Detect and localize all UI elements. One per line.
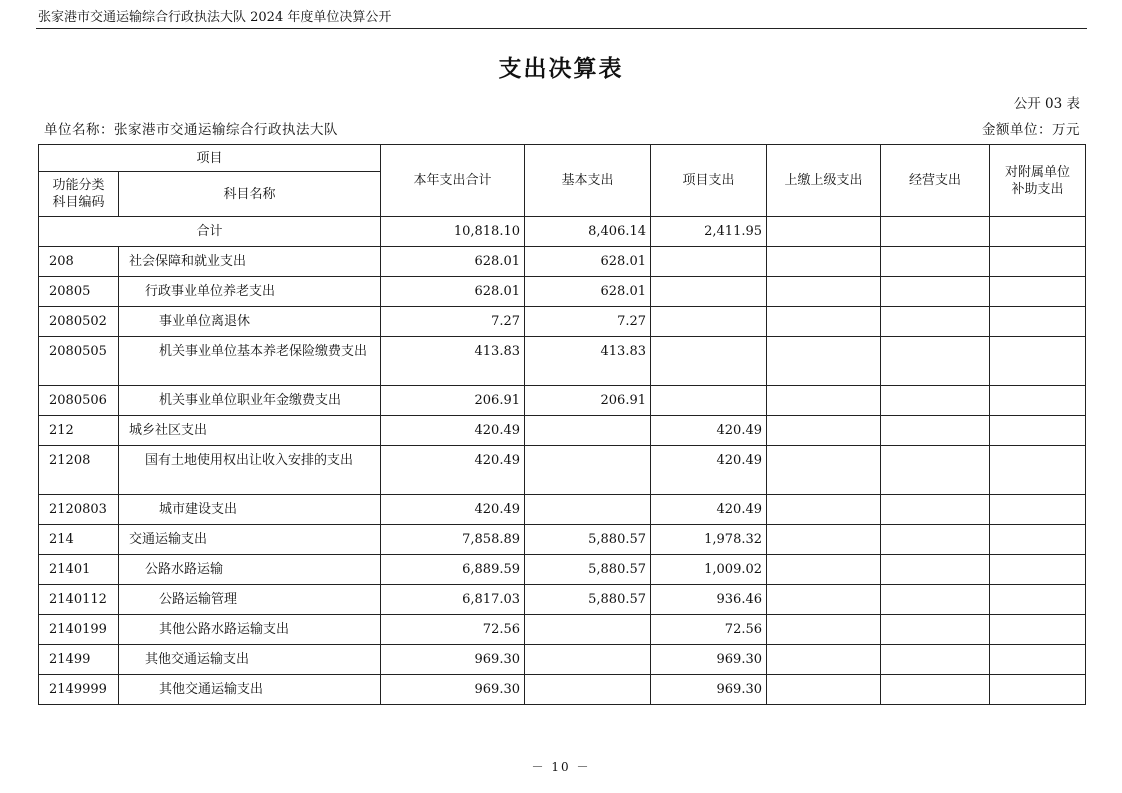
row-upper xyxy=(767,307,881,337)
row-name: 行政事业单位养老支出 xyxy=(119,277,381,307)
row-upper xyxy=(767,675,881,705)
row-basic: 5,880.57 xyxy=(525,555,651,585)
row-name: 事业单位离退休 xyxy=(119,307,381,337)
total-business xyxy=(881,217,990,247)
row-subsidy xyxy=(990,307,1086,337)
row-business xyxy=(881,525,990,555)
row-total: 628.01 xyxy=(381,277,525,307)
row-total: 420.49 xyxy=(381,446,525,495)
table-row xyxy=(39,585,1086,615)
total-project: 2,411.95 xyxy=(651,217,767,247)
row-total: 628.01 xyxy=(381,247,525,277)
row-upper xyxy=(767,615,881,645)
row-upper xyxy=(767,525,881,555)
row-project: 1,009.02 xyxy=(651,555,767,585)
row-name: 公路水路运输 xyxy=(119,555,381,585)
row-basic: 5,880.57 xyxy=(525,585,651,615)
row-project: 969.30 xyxy=(651,675,767,705)
amount-unit: 金额单位：万元 xyxy=(982,122,1080,138)
row-basic xyxy=(525,645,651,675)
row-project: 420.49 xyxy=(651,495,767,525)
row-code: 21499 xyxy=(39,645,119,675)
row-basic: 628.01 xyxy=(525,277,651,307)
row-subsidy xyxy=(990,386,1086,416)
row-upper xyxy=(767,585,881,615)
row-total: 7,858.89 xyxy=(381,525,525,555)
table-row xyxy=(39,615,1086,645)
row-code: 2149999 xyxy=(39,675,119,705)
row-upper xyxy=(767,277,881,307)
row-upper xyxy=(767,645,881,675)
table-row xyxy=(39,675,1086,705)
header-item: 项目 xyxy=(39,145,381,172)
row-basic: 5,880.57 xyxy=(525,525,651,555)
row-subsidy xyxy=(990,495,1086,525)
row-name: 社会保障和就业支出 xyxy=(119,247,381,277)
row-business xyxy=(881,307,990,337)
header-project: 项目支出 xyxy=(651,145,767,217)
row-subsidy xyxy=(990,585,1086,615)
unit-name: 单位名称：张家港市交通运输综合行政执法大队 xyxy=(44,122,338,138)
row-code: 214 xyxy=(39,525,119,555)
row-code: 2080506 xyxy=(39,386,119,416)
header-basic: 基本支出 xyxy=(525,145,651,217)
row-project xyxy=(651,247,767,277)
row-basic xyxy=(525,416,651,446)
row-code: 21401 xyxy=(39,555,119,585)
table-row xyxy=(39,495,1086,525)
row-total: 413.83 xyxy=(381,337,525,386)
row-project: 420.49 xyxy=(651,446,767,495)
row-business xyxy=(881,675,990,705)
row-total: 6,817.03 xyxy=(381,585,525,615)
row-business xyxy=(881,386,990,416)
running-header: 张家港市交通运输综合行政执法大队 2024 年度单位决算公开 xyxy=(38,10,392,25)
row-total: 969.30 xyxy=(381,645,525,675)
row-basic: 628.01 xyxy=(525,247,651,277)
row-business xyxy=(881,645,990,675)
total-basic: 8,406.14 xyxy=(525,217,651,247)
total-upper xyxy=(767,217,881,247)
expenditure-table xyxy=(38,144,1086,705)
row-code: 20805 xyxy=(39,277,119,307)
row-total: 420.49 xyxy=(381,416,525,446)
row-project: 936.46 xyxy=(651,585,767,615)
row-name: 其他公路水路运输支出 xyxy=(119,615,381,645)
row-basic: 413.83 xyxy=(525,337,651,386)
row-name: 机关事业单位职业年金缴费支出 xyxy=(119,386,381,416)
row-name: 城市建设支出 xyxy=(119,495,381,525)
row-project: 1,978.32 xyxy=(651,525,767,555)
row-subsidy xyxy=(990,555,1086,585)
row-basic xyxy=(525,615,651,645)
row-name: 其他交通运输支出 xyxy=(119,645,381,675)
header-business: 经营支出 xyxy=(881,145,990,217)
row-upper xyxy=(767,247,881,277)
row-basic: 206.91 xyxy=(525,386,651,416)
header-subsidy: 对附属单位 补助支出 xyxy=(990,145,1086,217)
row-total: 6,889.59 xyxy=(381,555,525,585)
table-row xyxy=(39,525,1086,555)
row-business xyxy=(881,337,990,386)
row-project xyxy=(651,337,767,386)
row-upper xyxy=(767,337,881,386)
row-code: 2080505 xyxy=(39,337,119,386)
page-title: 支出决算表 xyxy=(498,56,624,82)
row-business xyxy=(881,416,990,446)
row-subsidy xyxy=(990,615,1086,645)
row-subsidy xyxy=(990,416,1086,446)
row-name: 国有土地使用权出让收入安排的支出 xyxy=(119,446,381,495)
row-subsidy xyxy=(990,675,1086,705)
row-project xyxy=(651,277,767,307)
row-total: 7.27 xyxy=(381,307,525,337)
row-project: 969.30 xyxy=(651,645,767,675)
total-amount: 10,818.10 xyxy=(381,217,525,247)
row-name: 其他交通运输支出 xyxy=(119,675,381,705)
header-upper: 上缴上级支出 xyxy=(767,145,881,217)
row-subsidy xyxy=(990,446,1086,495)
row-name: 公路运输管理 xyxy=(119,585,381,615)
row-total: 420.49 xyxy=(381,495,525,525)
row-basic: 7.27 xyxy=(525,307,651,337)
table-row xyxy=(39,446,1086,495)
row-basic xyxy=(525,446,651,495)
row-upper xyxy=(767,555,881,585)
table-number: 公开 03 表 xyxy=(1013,96,1080,112)
row-subsidy xyxy=(990,525,1086,555)
row-business xyxy=(881,585,990,615)
row-subsidy xyxy=(990,277,1086,307)
total-label: 合计 xyxy=(39,217,381,247)
table-row xyxy=(39,247,1086,277)
row-upper xyxy=(767,495,881,525)
total-subsidy xyxy=(990,217,1086,247)
row-subsidy xyxy=(990,337,1086,386)
row-total: 206.91 xyxy=(381,386,525,416)
row-project: 72.56 xyxy=(651,615,767,645)
header-total: 本年支出合计 xyxy=(381,145,525,217)
row-business xyxy=(881,495,990,525)
table-row xyxy=(39,337,1086,386)
row-project: 420.49 xyxy=(651,416,767,446)
row-business xyxy=(881,555,990,585)
row-total: 969.30 xyxy=(381,675,525,705)
row-code: 208 xyxy=(39,247,119,277)
row-basic xyxy=(525,675,651,705)
row-code: 21208 xyxy=(39,446,119,495)
table-row xyxy=(39,645,1086,675)
row-project xyxy=(651,386,767,416)
header-row-1 xyxy=(39,145,1086,172)
total-row xyxy=(39,217,1086,247)
row-total: 72.56 xyxy=(381,615,525,645)
row-code: 2140112 xyxy=(39,585,119,615)
table-row xyxy=(39,555,1086,585)
row-code: 2140199 xyxy=(39,615,119,645)
row-subsidy xyxy=(990,645,1086,675)
table-row xyxy=(39,386,1086,416)
row-code: 2120803 xyxy=(39,495,119,525)
row-upper xyxy=(767,416,881,446)
row-upper xyxy=(767,386,881,416)
row-basic xyxy=(525,495,651,525)
row-name: 机关事业单位基本养老保险缴费支出 xyxy=(119,337,381,386)
row-business xyxy=(881,247,990,277)
row-subsidy xyxy=(990,247,1086,277)
table-row xyxy=(39,416,1086,446)
row-code: 212 xyxy=(39,416,119,446)
row-business xyxy=(881,615,990,645)
page-number: － 10 － xyxy=(531,760,591,774)
row-name: 交通运输支出 xyxy=(119,525,381,555)
header-code: 功能分类 科目编码 xyxy=(39,172,119,217)
row-business xyxy=(881,446,990,495)
row-business xyxy=(881,277,990,307)
table-row xyxy=(39,277,1086,307)
row-project xyxy=(651,307,767,337)
header-rule xyxy=(36,28,1087,29)
table-row xyxy=(39,307,1086,337)
row-name: 城乡社区支出 xyxy=(119,416,381,446)
row-upper xyxy=(767,446,881,495)
header-name: 科目名称 xyxy=(119,172,381,217)
row-code: 2080502 xyxy=(39,307,119,337)
